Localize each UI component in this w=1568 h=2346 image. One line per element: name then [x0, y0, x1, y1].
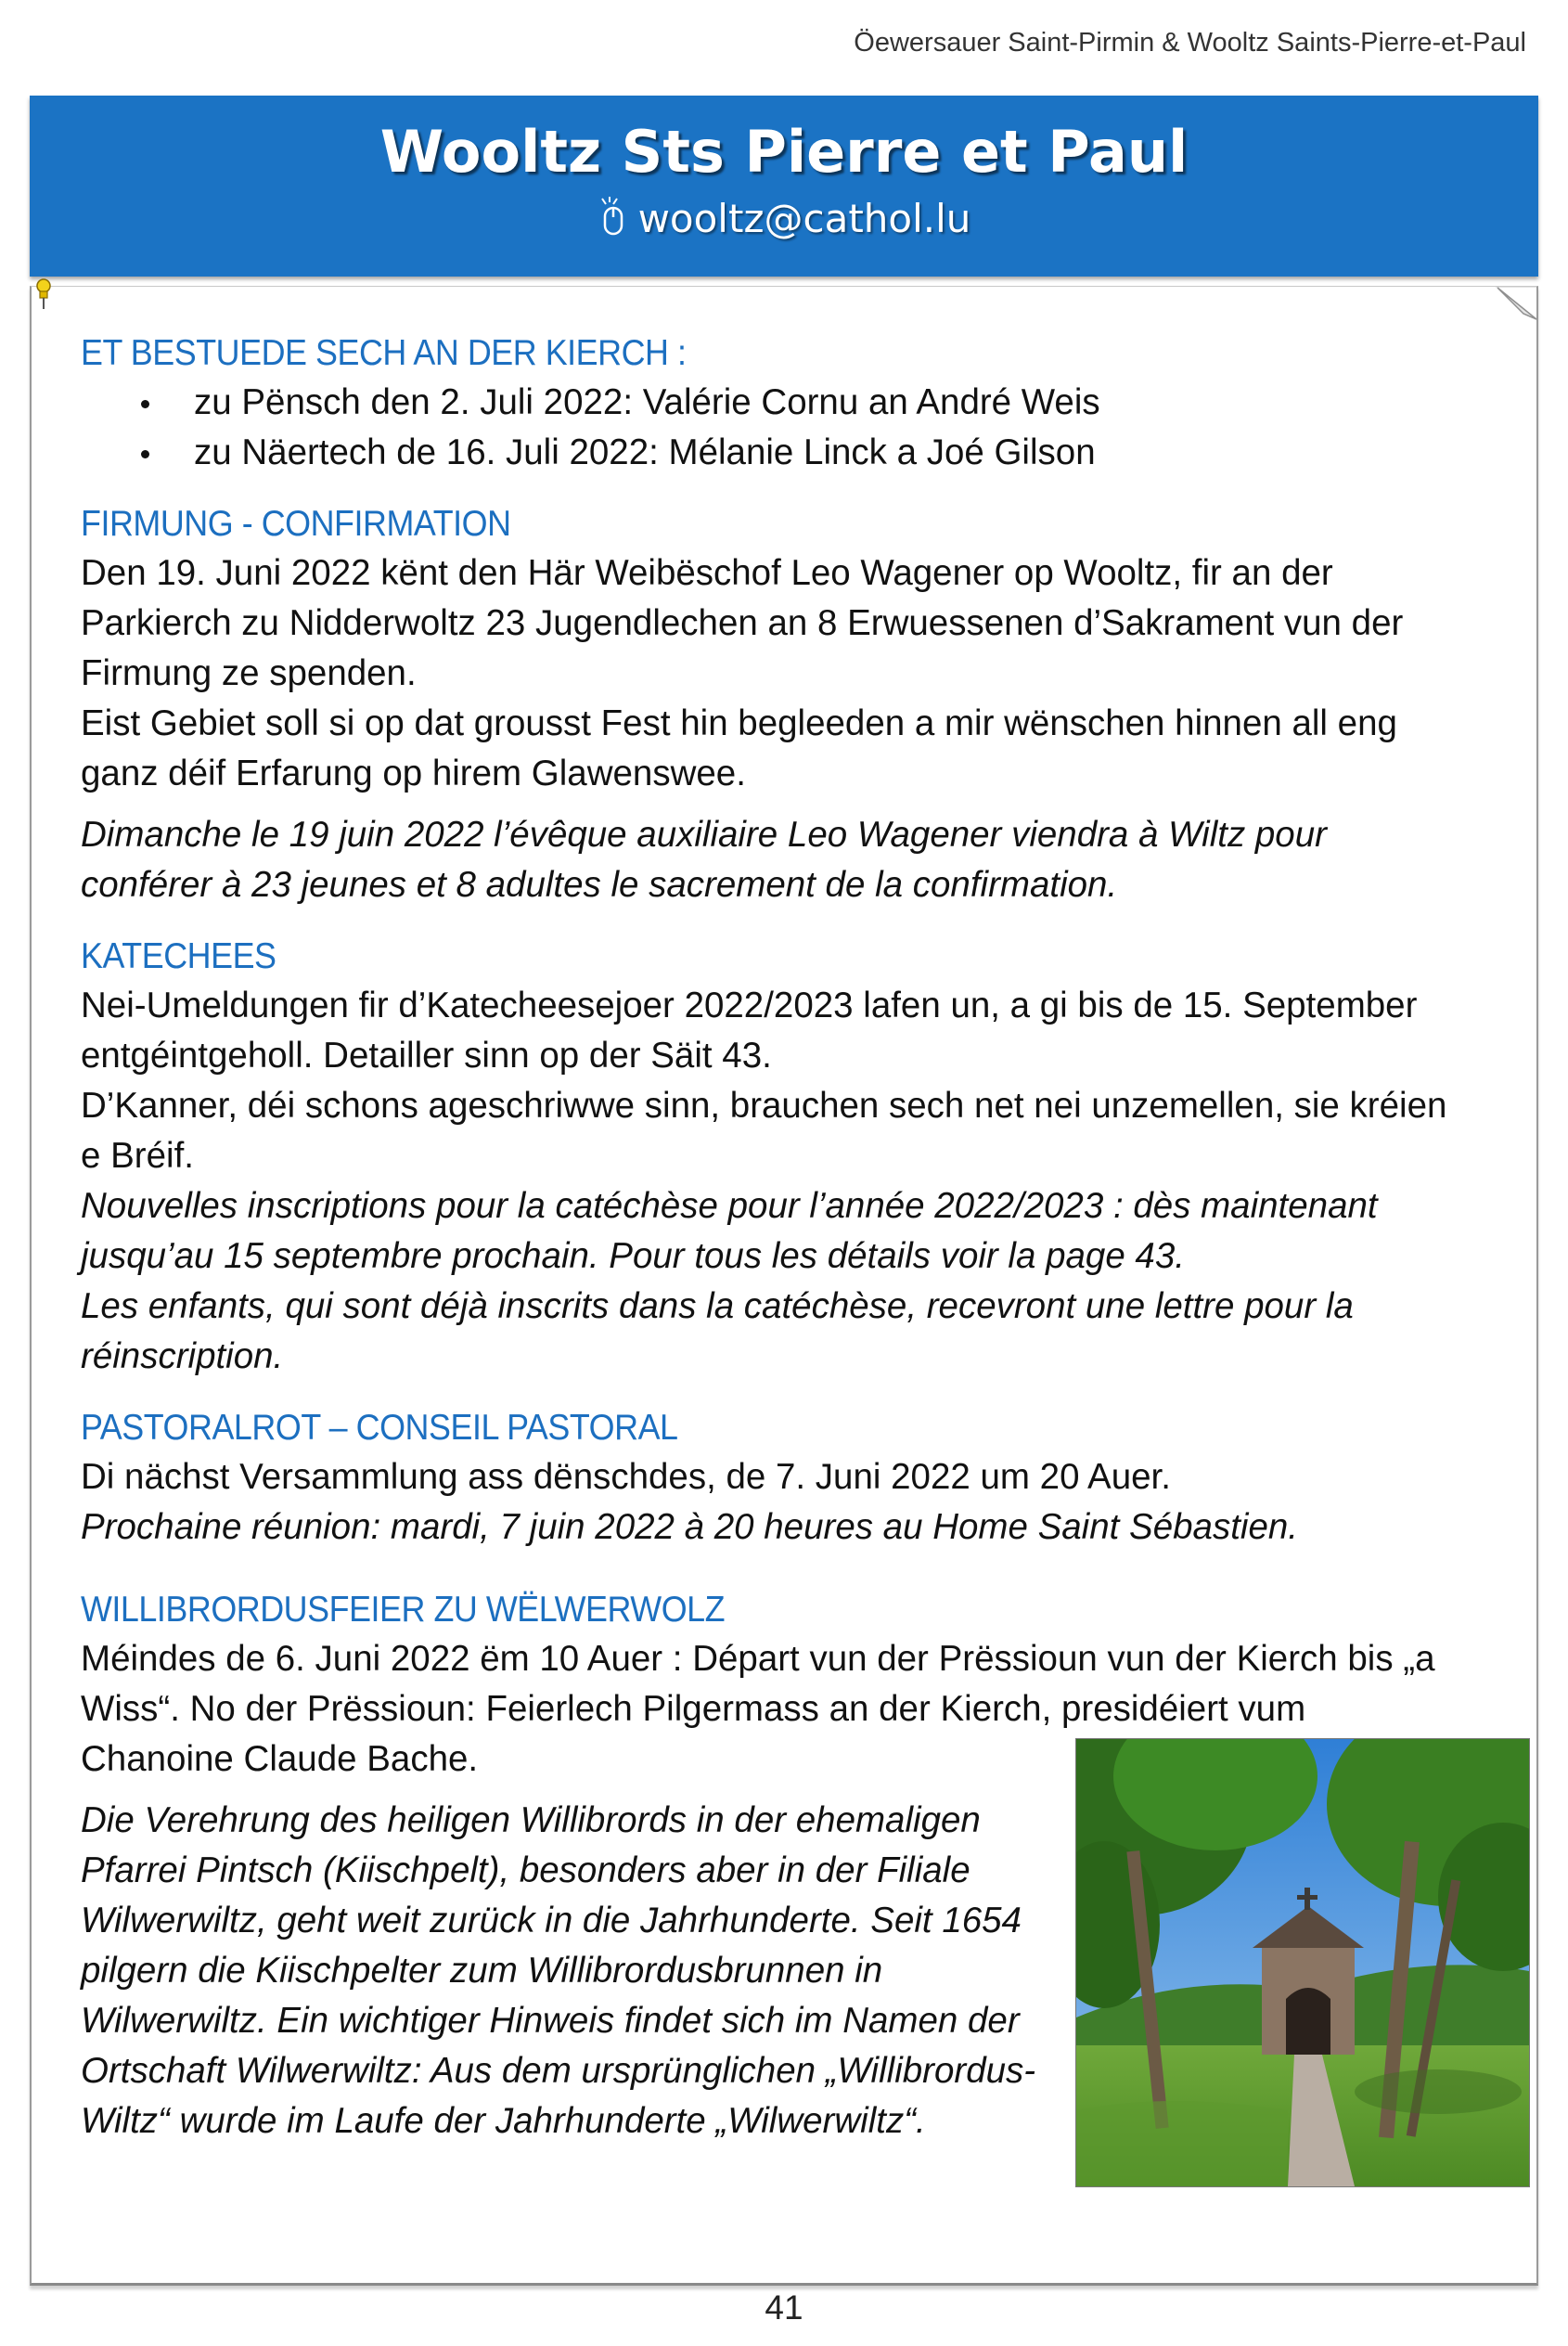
running-header: Öewersauer Saint-Pirmin & Wooltz Saints-Pierre-et-Paul [854, 28, 1526, 58]
section-willibrord [81, 1586, 1491, 2146]
banner-email-line [30, 196, 1538, 245]
text-line: ganz déif Erfarung op hirem Glawenswee. [81, 754, 746, 793]
text-line-german: Die Verehrung des heiligen Willibrords in der ehemaligen [81, 1800, 981, 1840]
text-line-german: Wilwerwiltz, geht weit zurück in die Jahrhunderte. Seit 1654 [81, 1901, 1022, 1940]
text-line-french: Nouvelles inscriptions pour la catéchèse pour l’année 2022/2023 : dès maintenant [81, 1186, 1378, 1226]
text-line: e Bréif. [81, 1136, 194, 1176]
text-line: Di nächst Versammlung ass dënschdes, de 7. Juni 2022 um 20 Auer. [81, 1457, 1171, 1497]
text-line-french: jusqu’au 15 septembre prochain. Pour tous les détails voir la page 43. [81, 1236, 1185, 1276]
section-heading: ET BESTUEDE SECH AN DER KIERCH : [81, 333, 687, 373]
banner-title: Wooltz Sts Pierre et Paul [379, 118, 1189, 186]
text-line: Méindes de 6. Juni 2022 ëm 10 Auer : Départ vun der Prëssioun vun der Kierch bis „a [81, 1639, 1435, 1679]
text-line-french: Les enfants, qui sont déjà inscrits dans la catéchèse, recevront une lettre pour la [81, 1286, 1354, 1326]
text-line: entgéintgeholl. Detailler sinn op der Säit 43. [81, 1036, 772, 1076]
text-line: Eist Gebiet soll si op dat grousst Fest hin begleeden a mir wënschen hinnen all eng [81, 703, 1397, 743]
page-number: 41 [765, 2288, 803, 2327]
email-link[interactable]: wooltz@cathol.lu [637, 196, 971, 241]
text-line-french: Prochaine réunion: mardi, 7 juin 2022 à 20 heures au Home Saint Sébastien. [81, 1507, 1298, 1547]
section-catechesis [81, 933, 1491, 1382]
section-heading: KATECHEES [81, 936, 276, 976]
parish-banner [30, 96, 1538, 277]
page-content [81, 329, 1491, 2146]
text-line-german: Pfarrei Pintsch (Kiischpelt), besonders aber in der Filiale [81, 1850, 970, 1890]
text-line: Firmung ze spenden. [81, 653, 417, 693]
marriage-list [81, 378, 1491, 478]
section-pastoral-council [81, 1404, 1491, 1553]
text-line-french: Dimanche le 19 juin 2022 l’évêque auxiliaire Leo Wagener viendra à Wiltz pour [81, 815, 1327, 855]
text-line: Den 19. Juni 2022 kënt den Här Weibëschof Leo Wagener op Wooltz, fir an der [81, 553, 1333, 593]
text-line: Wiss“. No der Prëssioun: Feierlech Pilgermass an der Kierch, presidéiert vum [81, 1689, 1306, 1729]
section-heading: FIRMUNG - CONFIRMATION [81, 504, 511, 544]
text-line-german: Wiltz“ wurde im Laufe der Jahrhunderte „Wilwerwiltz“. [81, 2101, 926, 2141]
text-line-german: Wilwerwiltz. Ein wichtiger Hinweis findet sich im Namen der [81, 2001, 1020, 2041]
chapel-photo [1075, 1738, 1530, 2187]
section-heading: PASTORALROT – CONSEIL PASTORAL [81, 1408, 678, 1448]
page-curl-icon [1496, 286, 1538, 328]
list-item: zu Näertech de 16. Juli 2022: Mélanie Linck a Joé Gilson [81, 428, 1491, 478]
mouse-icon [598, 197, 629, 245]
section-heading: WILLIBRORDUSFEIER ZU WËLWERWOLZ [81, 1590, 726, 1630]
section-confirmation [81, 500, 1491, 910]
list-item: zu Pënsch den 2. Juli 2022: Valérie Cornu an André Weis [81, 378, 1491, 428]
text-line-german: Ortschaft Wilwerwiltz: Aus dem ursprünglichen „Willibrordus- [81, 2051, 1036, 2091]
text-line-german: pilgern die Kiischpelter zum Willibrordusbrunnen in [81, 1951, 883, 1991]
text-line-french: conférer à 23 jeunes et 8 adultes le sacrement de la confirmation. [81, 865, 1118, 905]
text-line: Parkierch zu Nidderwoltz 23 Jugendlechen an 8 Erwuessenen d’Sakrament vun der [81, 603, 1404, 643]
text-line: Chanoine Claude Bache. [81, 1739, 479, 1779]
text-line: Nei-Umeldungen fir d’Katecheesejoer 2022/2023 lafen un, a gi bis de 15. September [81, 986, 1418, 1025]
text-line: D’Kanner, déi schons ageschriwwe sinn, brauchen sech net nei unzemellen, sie kréien [81, 1086, 1447, 1126]
pushpin-icon [33, 278, 54, 315]
section-marriages [81, 329, 1491, 478]
text-line-french: réinscription. [81, 1336, 284, 1376]
